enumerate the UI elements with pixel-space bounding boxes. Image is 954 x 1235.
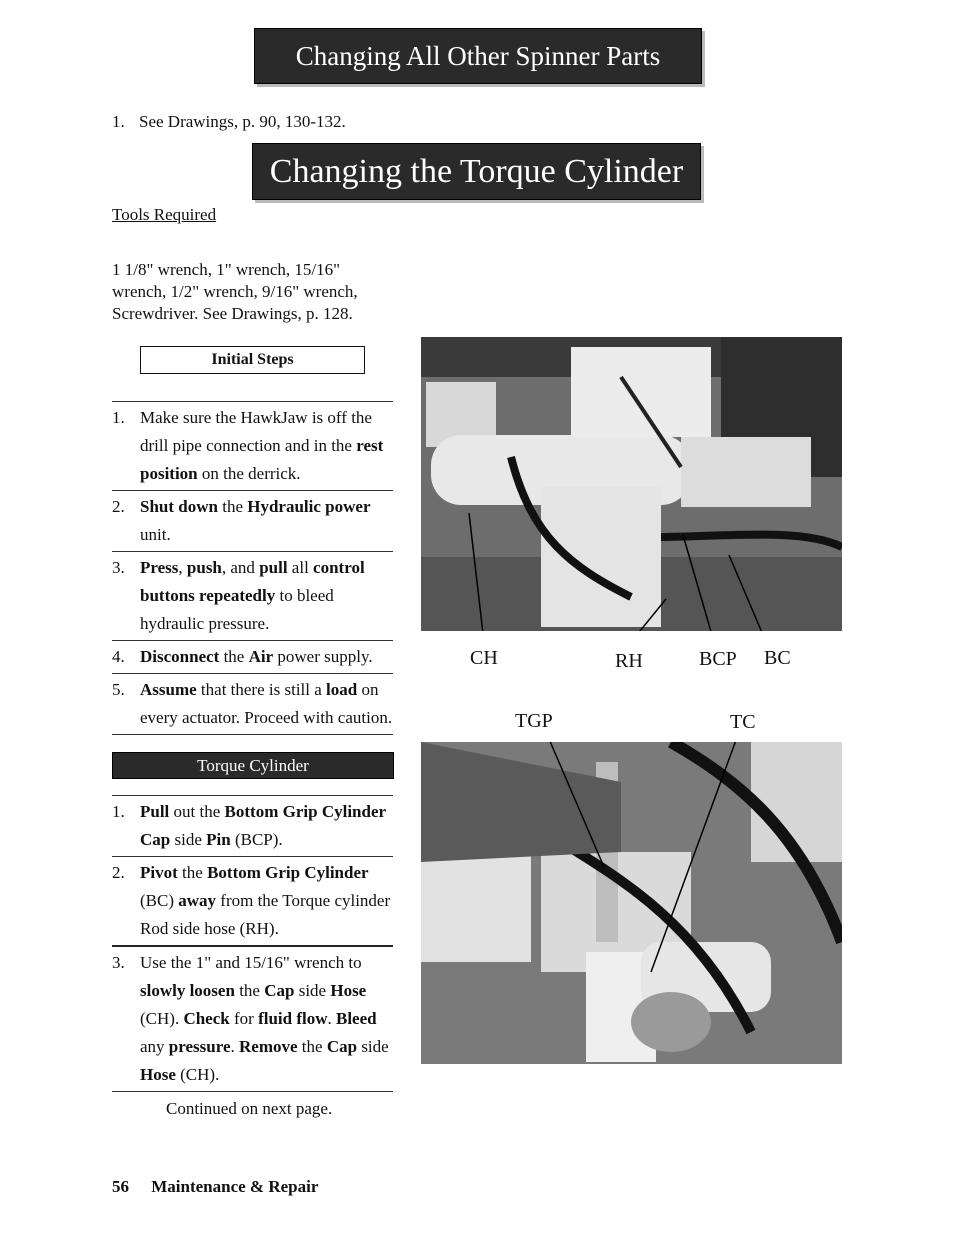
list-text: Pull out the Bottom Grip Cylinder Cap side Pin (BCP). [140, 802, 386, 849]
list-item [112, 673, 393, 735]
list-item [112, 490, 393, 551]
list-number: 2. [112, 863, 125, 882]
torque-steps-list [112, 795, 393, 1092]
label-tgp: TGP [515, 710, 553, 732]
tools-line: 1 1/8" wrench, 1" wrench, 15/16" [112, 260, 341, 279]
list-text: Disconnect the Air power supply. [140, 647, 373, 666]
spinner-photo-drawing [421, 337, 842, 631]
list-number: 2. [112, 497, 125, 516]
label-rh: RH [615, 650, 643, 672]
page-number: 56 [112, 1177, 129, 1196]
list-item [112, 945, 393, 1092]
see-drawings-line [112, 111, 346, 133]
label-bcp: BCP [699, 648, 737, 670]
list-text: Make sure the HawkJaw is off the drill pipe connection and in the rest position on the derrick. [140, 408, 384, 483]
list-text: Shut down the Hydraulic power unit. [140, 497, 371, 544]
section-banner: Changing All Other Spinner Parts [254, 28, 702, 84]
tools-line: wrench, 1/2" wrench, 9/16" wrench, [112, 282, 358, 301]
list-text: Press, push, and pull all control buttons repeatedly to bleed hydraulic pressure. [140, 558, 365, 633]
label-bc: BC [764, 647, 791, 669]
torque-cylinder-photo [421, 742, 842, 1064]
list-item [112, 795, 393, 856]
label-tc: TC [730, 711, 756, 733]
tools-text [112, 259, 402, 325]
list-text: Pivot the Bottom Grip Cylinder (BC) away from the Torque cylinder Rod side hose (RH). [140, 863, 391, 938]
list-text: Use the 1" and 15/16" wrench to slowly loosen the Cap side Hose (CH). Check for fluid flow. Bleed any pressure. Remove the Cap side Hose (CH). [140, 953, 389, 1084]
list-number: 3. [112, 953, 125, 972]
list-number: 1. [112, 112, 125, 131]
initial-steps-heading: Initial Steps [140, 346, 365, 374]
list-item [112, 551, 393, 640]
spinner-photo [421, 337, 842, 631]
torque-cylinder-heading: Torque Cylinder [112, 752, 394, 779]
list-number: 1. [112, 408, 125, 427]
continued-note: Continued on next page. [166, 1099, 333, 1118]
tools-heading: Tools Required [112, 205, 217, 224]
torque-photo-drawing [421, 742, 842, 1064]
footer-section: Maintenance & Repair [151, 1177, 319, 1196]
list-item [112, 640, 393, 673]
label-ch: CH [470, 647, 498, 669]
initial-steps-list [112, 401, 393, 735]
list-item [112, 401, 393, 490]
list-number: 3. [112, 558, 125, 577]
tools-line: Screwdriver. See Drawings, p. 128. [112, 304, 353, 323]
list-item [112, 856, 393, 945]
see-drawings-text: See Drawings, p. 90, 130-132. [139, 112, 346, 131]
list-number: 1. [112, 802, 125, 821]
page-footer [112, 1177, 318, 1197]
page-title: Changing the Torque Cylinder [252, 143, 701, 200]
list-text: Assume that there is still a load on every actuator. Proceed with caution. [140, 680, 393, 727]
list-number: 4. [112, 647, 125, 666]
list-number: 5. [112, 680, 125, 699]
